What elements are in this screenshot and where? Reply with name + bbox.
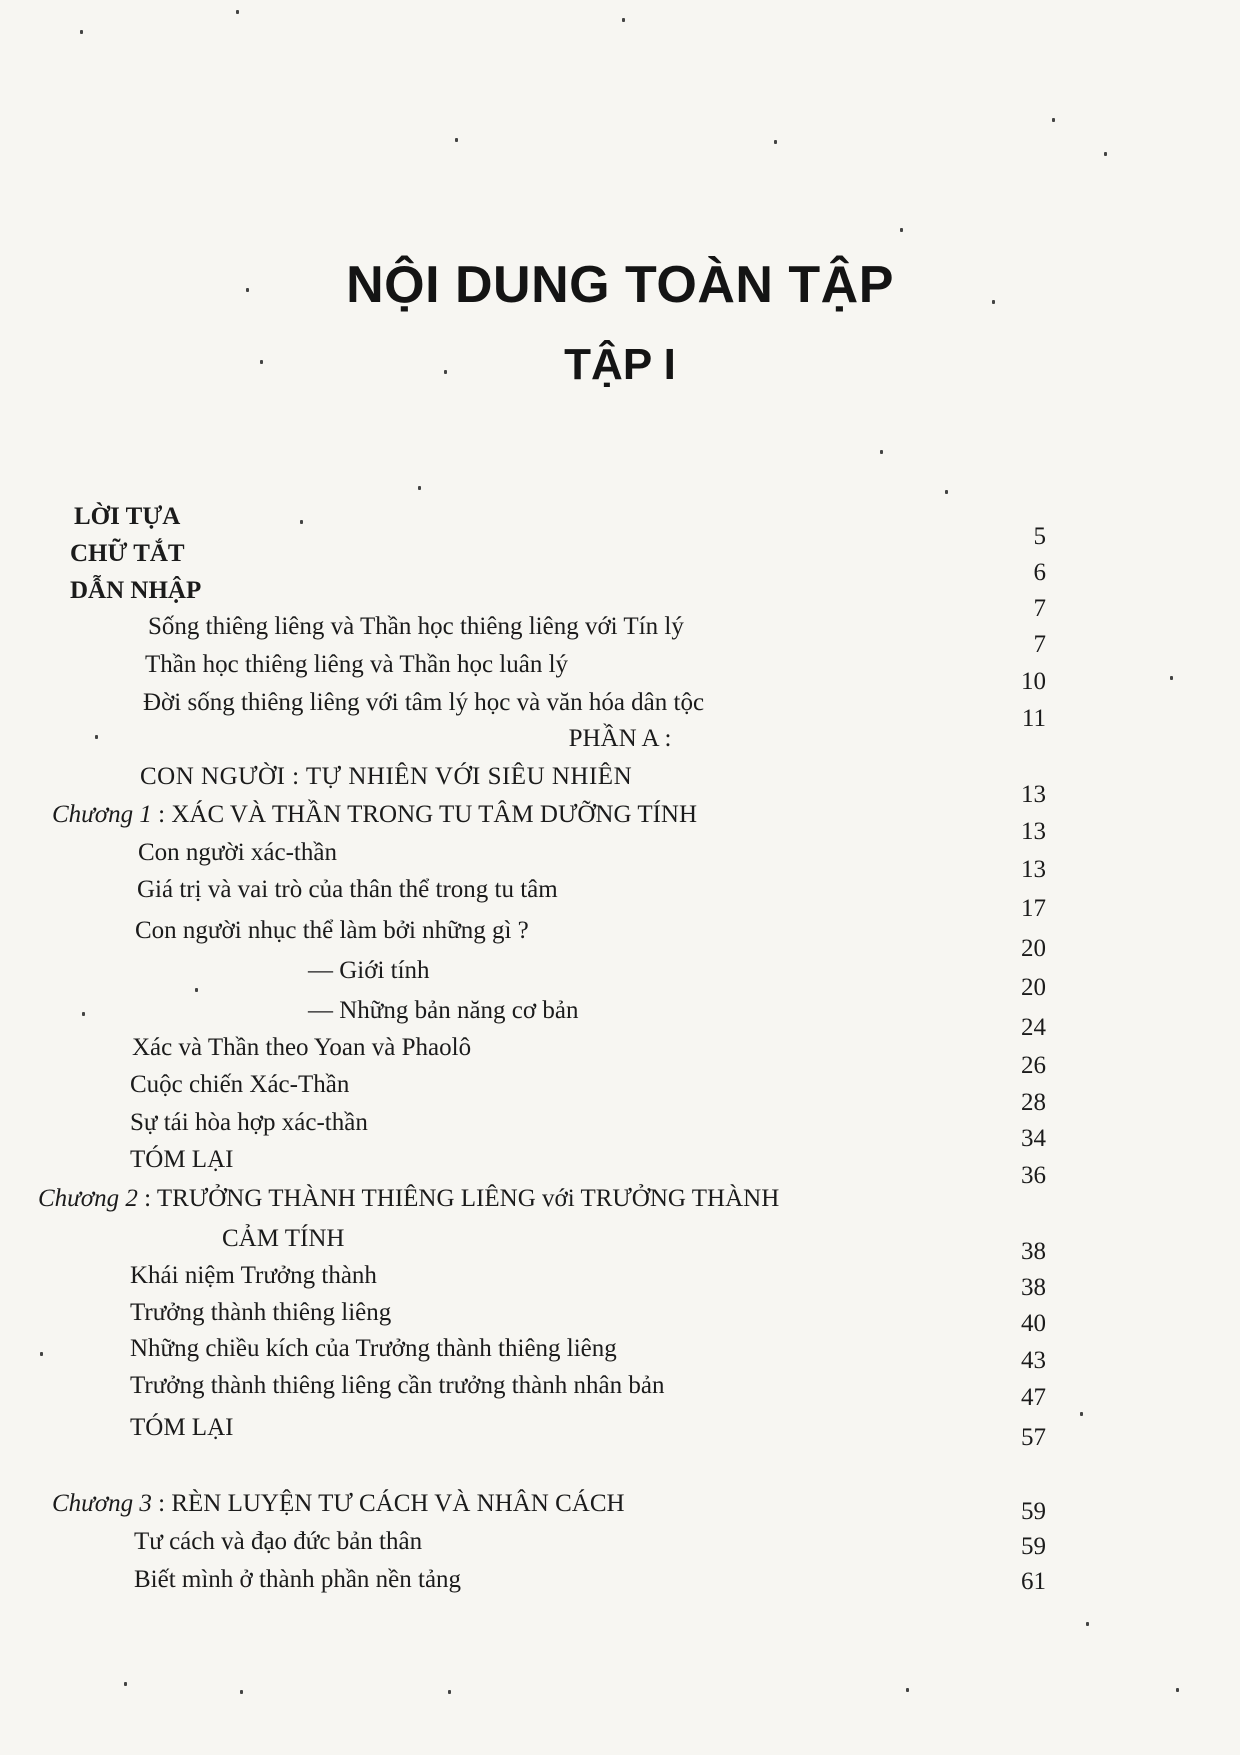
part-heading: PHẦN A : [568, 725, 672, 752]
toc-entry-label: Thần học thiêng liêng và Thần học luân lý [145, 651, 569, 678]
chapter-title: : XÁC VÀ THẦN TRONG TU TÂM DƯỠNG TÍNH [151, 801, 698, 828]
toc-entry-label: Khái niệm Trưởng thành [130, 1262, 377, 1289]
scan-speck [40, 1352, 43, 1356]
toc-page-number: 10 [1021, 668, 1046, 695]
scan-speck [1086, 1622, 1089, 1626]
page-title: NỘI DUNG TOÀN TẬP [346, 256, 894, 314]
scan-speck [622, 18, 625, 22]
scan-speck [444, 370, 447, 374]
toc-entry-label: CẢM TÍNH [222, 1225, 345, 1252]
scan-speck [900, 228, 903, 232]
scan-speck [455, 138, 458, 142]
scan-speck [906, 1688, 909, 1692]
scan-speck [1052, 118, 1055, 122]
toc-page-number: 28 [1021, 1089, 1046, 1116]
toc-page-number: 43 [1021, 1347, 1046, 1374]
toc-entry-label: — Những bản năng cơ bản [308, 997, 579, 1024]
toc-entry-label: — Giới tính [308, 957, 430, 984]
chapter-number: Chương 2 [38, 1185, 138, 1212]
toc-page-number: 40 [1021, 1310, 1046, 1337]
scan-speck [418, 486, 421, 490]
toc-entry-label: Sống thiêng liêng và Thần học thiêng liêng với Tín lý [148, 613, 684, 640]
chapter-number: Chương 1 [52, 801, 152, 828]
toc-page-number: 7 [1033, 631, 1046, 658]
toc-page-number: 34 [1021, 1125, 1046, 1152]
toc-page-number: 13 [1021, 781, 1046, 808]
scan-speck [195, 988, 198, 992]
chapter-title: : RÈN LUYỆN TƯ CÁCH VÀ NHÂN CÁCH [151, 1490, 625, 1517]
toc-page-number: 47 [1021, 1384, 1046, 1411]
toc-page-number: 5 [1033, 523, 1046, 550]
scan-speck [260, 360, 263, 364]
toc-entry-label: CON NGƯỜI : TỰ NHIÊN VỚI SIÊU NHIÊN [140, 763, 633, 790]
scan-speck [236, 10, 239, 14]
scan-speck [880, 450, 883, 454]
toc-entry-label: Giá trị và vai trò của thân thể trong tu tâm [137, 876, 558, 903]
toc-entry-label: TÓM LẠI [130, 1414, 234, 1441]
scan-speck [945, 490, 948, 494]
scan-speck [448, 1690, 451, 1694]
toc-page-number: 13 [1021, 818, 1046, 845]
toc-entry-label: Tư cách và đạo đức bản thân [134, 1528, 423, 1555]
scan-speck [124, 1682, 127, 1686]
toc-entry-label: Biết mình ở thành phần nền tảng [134, 1566, 462, 1593]
scan-speck [1080, 1412, 1083, 1416]
toc-entry-label: Con người xác-thần [138, 839, 337, 866]
scan-speck [80, 30, 83, 34]
toc-entry-label: Cuộc chiến Xác-Thần [130, 1071, 350, 1098]
toc-page-number: 13 [1021, 856, 1046, 883]
toc-entry-label: Xác và Thần theo Yoan và Phaolô [132, 1034, 472, 1061]
toc-entry-label: Những chiều kích của Trưởng thành thiêng liêng [130, 1335, 617, 1362]
toc-entry-label: CHỮ TẮT [70, 540, 185, 567]
volume-title: TẬP I [564, 340, 676, 389]
toc-entry-label: Con người nhục thể làm bởi những gì ? [135, 917, 529, 944]
toc-entry-label: Trưởng thành thiêng liêng cần trưởng thành nhân bản [130, 1372, 665, 1399]
scan-speck [992, 300, 995, 304]
scan-speck [95, 735, 98, 739]
toc-page-number: 38 [1021, 1274, 1046, 1301]
toc-page-number: 36 [1021, 1162, 1046, 1189]
toc-page-number: 11 [1021, 705, 1046, 732]
scan-speck [300, 520, 303, 524]
scan-speck [774, 140, 777, 144]
toc-entry-label: Trưởng thành thiêng liêng [130, 1299, 392, 1326]
toc-page-number: 17 [1021, 895, 1046, 922]
toc-page-number: 6 [1033, 559, 1046, 586]
toc-page-number: 59 [1021, 1498, 1046, 1525]
chapter-number: Chương 3 [52, 1490, 152, 1517]
toc-page-number: 20 [1021, 935, 1046, 962]
toc-entry-label: LỜI TỰA [74, 503, 181, 530]
chapter-title: : TRƯỞNG THÀNH THIÊNG LIÊNG với TRƯỞNG THÀNH [137, 1185, 780, 1212]
scan-speck [82, 1012, 85, 1016]
toc-page-number: 20 [1021, 974, 1046, 1001]
scan-speck [1176, 1688, 1179, 1692]
toc-page-number: 7 [1033, 595, 1046, 622]
toc-page-number: 26 [1021, 1052, 1046, 1079]
toc-page-number: 24 [1021, 1014, 1046, 1041]
toc-page-number: 57 [1021, 1424, 1046, 1451]
scan-speck [1170, 676, 1173, 680]
toc-page-number: 61 [1021, 1568, 1046, 1595]
toc-entry-label: Đời sống thiêng liêng với tâm lý học và văn hóa dân tộc [143, 689, 705, 716]
toc-entry-label: DẪN NHẬP [70, 577, 202, 604]
toc-page-number: 59 [1021, 1533, 1046, 1560]
scan-speck [246, 288, 249, 292]
toc-entry-label: TÓM LẠI [130, 1146, 234, 1173]
scan-speck [240, 1690, 243, 1694]
toc-entry-label: Sự tái hòa hợp xác-thần [130, 1109, 368, 1136]
scan-speck [1104, 152, 1107, 156]
toc-page-number: 38 [1021, 1238, 1046, 1265]
